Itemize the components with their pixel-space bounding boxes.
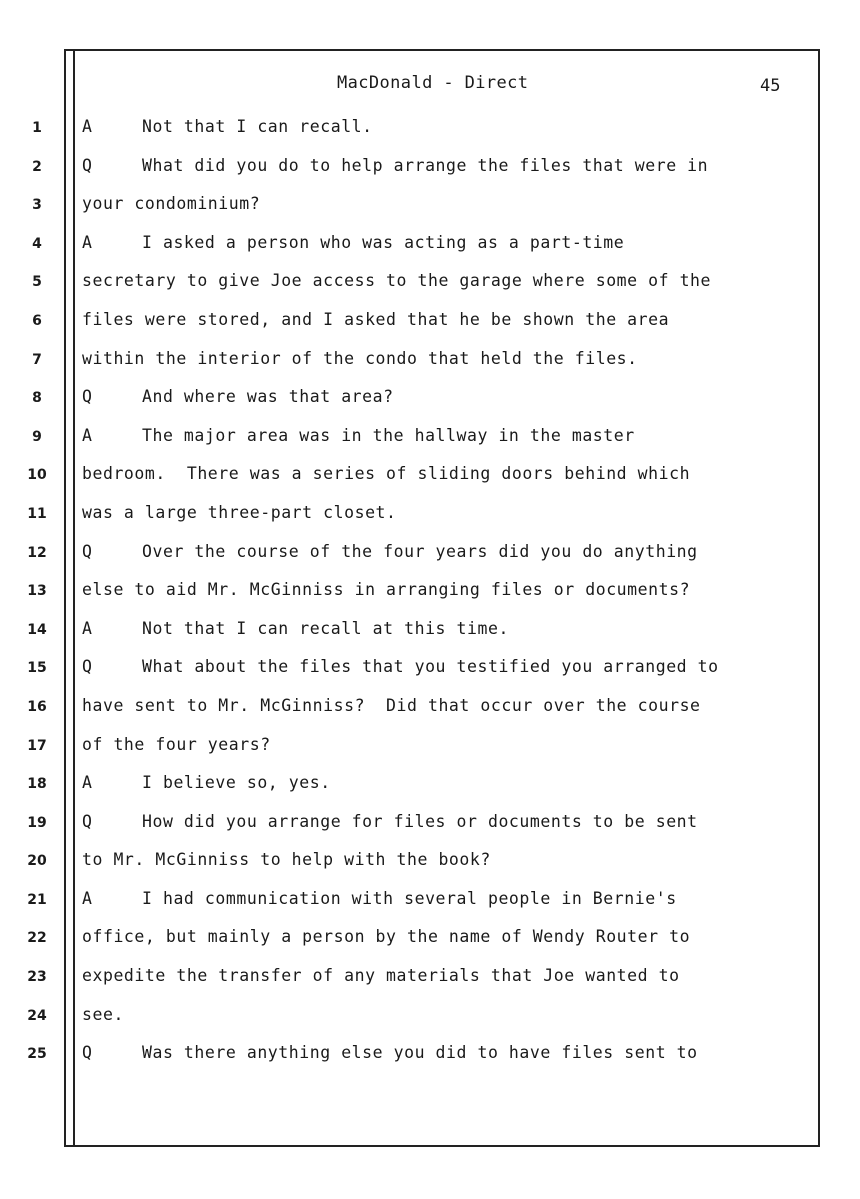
line-text: Over the course of the four years did you do anything <box>142 541 698 561</box>
transcript-line <box>0 346 860 385</box>
speaker-label: A <box>82 425 92 445</box>
speaker-label: A <box>82 618 92 638</box>
line-text: Was there anything else you did to have files sent to <box>142 1043 698 1063</box>
transcript-line <box>0 616 860 655</box>
speaker-label: A <box>82 232 92 252</box>
speaker-label: Q <box>82 155 92 175</box>
line-text: bedroom. There was a series of sliding doors behind which <box>82 464 691 484</box>
transcript-line <box>0 847 860 886</box>
transcript-line <box>0 732 860 771</box>
transcript-line <box>0 963 860 1002</box>
line-text: was a large three-part closet. <box>82 502 397 522</box>
line-number: 17 <box>27 737 47 754</box>
line-number: 7 <box>32 351 42 368</box>
transcript-line <box>0 114 860 153</box>
line-number: 19 <box>27 814 47 831</box>
transcript-line <box>0 539 860 578</box>
line-text: your condominium? <box>82 194 261 214</box>
transcript-line <box>0 770 860 809</box>
transcript-line <box>0 191 860 230</box>
line-number: 21 <box>27 891 47 908</box>
line-number: 13 <box>27 583 47 600</box>
transcript-line <box>0 693 860 732</box>
transcript-line <box>0 268 860 307</box>
speaker-label: A <box>82 117 92 136</box>
line-text: Not that I can recall at this time. <box>142 618 509 638</box>
line-text: What did you do to help arrange the files that were in <box>142 155 709 175</box>
line-text: see. <box>82 1004 124 1024</box>
page-header <box>0 73 860 97</box>
line-number: 18 <box>27 776 47 793</box>
transcript-line <box>0 654 860 693</box>
speaker-label: Q <box>82 541 92 561</box>
transcript-line <box>0 461 860 500</box>
line-number: 23 <box>27 969 47 986</box>
transcript-line <box>0 384 860 423</box>
line-number: 9 <box>32 428 42 445</box>
page-number: 45 <box>760 76 781 96</box>
transcript-line <box>0 153 860 192</box>
transcript-line <box>0 500 860 539</box>
speaker-label: Q <box>82 657 92 677</box>
speaker-label: Q <box>82 1043 92 1063</box>
page-title: MacDonald - Direct <box>337 73 529 93</box>
line-text: How did you arrange for files or documents to be sent <box>142 811 698 831</box>
line-text: else to aid Mr. McGinniss in arranging files or documents? <box>82 580 691 600</box>
line-number: 14 <box>27 621 47 638</box>
line-text: files were stored, and I asked that he be shown the area <box>82 309 670 329</box>
line-text: I asked a person who was acting as a part-time <box>142 232 625 252</box>
line-number: 3 <box>32 197 42 214</box>
line-text: of the four years? <box>82 734 271 754</box>
line-text: The major area was in the hallway in the master <box>142 425 635 445</box>
line-text: within the interior of the condo that held the files. <box>82 348 638 368</box>
transcript-line <box>0 577 860 616</box>
line-text: have sent to Mr. McGinniss? Did that occur over the course <box>82 695 701 715</box>
line-number: 22 <box>27 930 47 947</box>
transcript-line <box>0 809 860 848</box>
transcript-line <box>0 924 860 963</box>
line-number: 12 <box>27 544 47 561</box>
line-number: 4 <box>32 235 42 252</box>
line-number: 2 <box>32 158 42 175</box>
line-text: office, but mainly a person by the name of Wendy Router to <box>82 927 691 947</box>
speaker-label: A <box>82 888 92 908</box>
line-text: expedite the transfer of any materials that Joe wanted to <box>82 966 680 986</box>
line-number: 8 <box>32 390 42 407</box>
transcript-line <box>0 1040 860 1079</box>
speaker-label: A <box>82 773 92 793</box>
line-number: 16 <box>27 698 47 715</box>
line-text: I had communication with several people in Bernie's <box>142 888 677 908</box>
line-number: 1 <box>32 120 42 136</box>
transcript-line <box>0 230 860 269</box>
line-number: 24 <box>27 1007 47 1024</box>
line-number: 15 <box>27 660 47 677</box>
line-text: I believe so, yes. <box>142 773 331 793</box>
transcript-line <box>0 307 860 346</box>
line-number: 20 <box>27 853 47 870</box>
line-text: And where was that area? <box>142 387 394 407</box>
speaker-label: Q <box>82 387 92 407</box>
line-text: secretary to give Joe access to the garage where some of the <box>82 271 712 291</box>
line-number: 11 <box>27 505 47 522</box>
line-number: 5 <box>32 274 42 291</box>
transcript-line <box>0 423 860 462</box>
transcript-line <box>0 886 860 925</box>
line-text: What about the files that you testified you arranged to <box>142 657 719 677</box>
line-number: 6 <box>32 312 42 329</box>
speaker-label: Q <box>82 811 92 831</box>
line-text: Not that I can recall. <box>142 117 373 136</box>
line-number: 25 <box>27 1046 47 1063</box>
line-text: to Mr. McGinniss to help with the book? <box>82 850 491 870</box>
line-number: 10 <box>27 467 47 484</box>
transcript-line <box>0 1002 860 1041</box>
transcript-lines <box>0 114 860 1079</box>
